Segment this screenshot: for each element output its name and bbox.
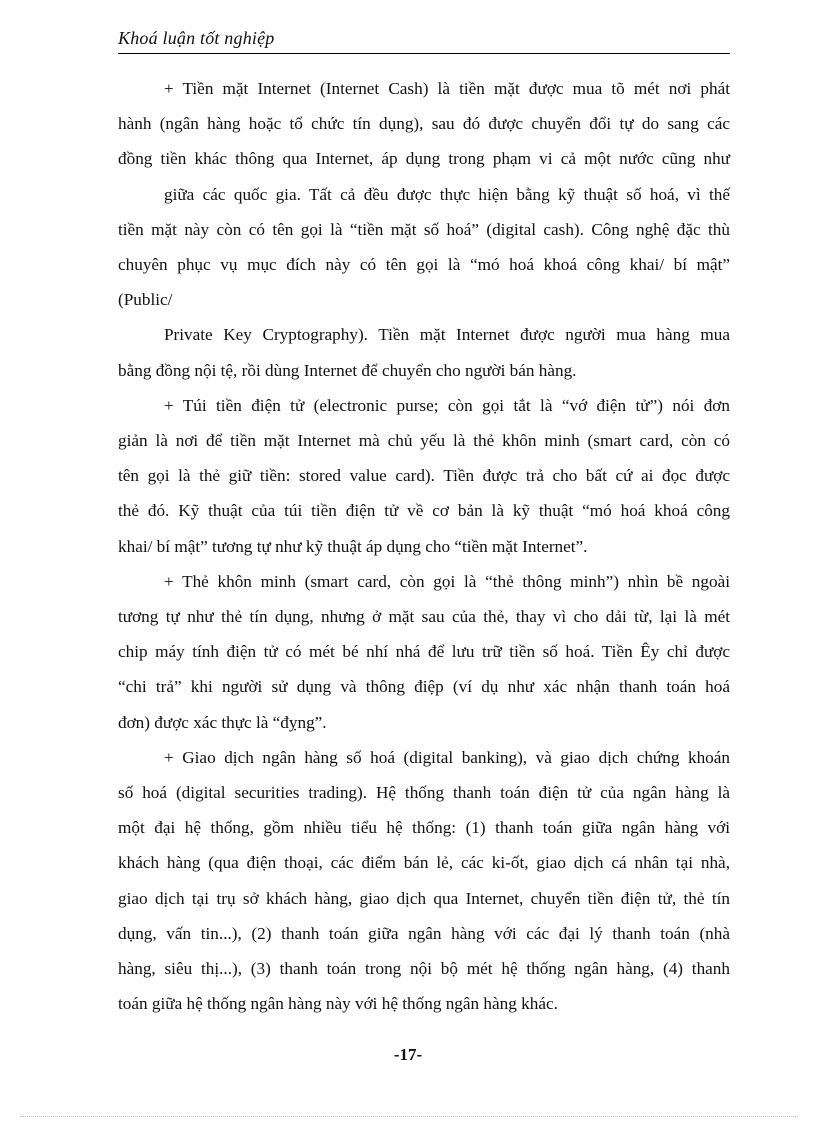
text-line: + Túi tiền điện tử (electronic purse; còn gọi tắt là “vớ điện tử”) nói đơn — [164, 395, 730, 415]
text-line: tên gọi là thẻ giữ tiền: stored value card). Tiền được trả cho bất cứ ai đọc được — [118, 466, 730, 486]
text-line: chuyên phục vụ mục đích này có tên gọi là “mó hoá khoá công khai/ bí mật” — [118, 255, 730, 275]
text-line: khai/ bí mật” tương tự như kỹ thuật áp dụng cho “tiền mặt Internet”. — [118, 536, 588, 556]
paragraph-internet-cash — [118, 71, 730, 177]
paragraph-digital-banking — [118, 740, 730, 1022]
text-line: giữa các quốc gia. Tất cả đều được thực hiện bằng kỹ thuật số hoá, vì thế — [164, 184, 730, 204]
text-line: “chi trả” khi người sử dụng và thông điệp (ví dụ như xác nhận thanh toán hoá — [118, 677, 730, 697]
text-line: bằng đồng nội tệ, rồi dùng Internet để chuyển cho người bán hàng. — [118, 360, 577, 380]
header-title: Khoá luận tốt nghiệp — [118, 28, 275, 48]
text-line: + Tiền mặt Internet (Internet Cash) là tiền mặt được mua tõ mét nơi phát — [164, 79, 730, 98]
page-header — [118, 27, 730, 54]
paragraph-electronic-purse — [118, 388, 730, 564]
text-line: (Public/ — [118, 290, 173, 310]
text-line: chip máy tính điện tử có mét bé nhí nhá để lưu trữ tiền số hoá. Tiền Êy chỉ được — [118, 642, 730, 662]
paragraph-digital-cash — [118, 177, 730, 318]
page-number: -17- — [393, 1045, 423, 1064]
text-line: tương tự như thẻ tín dụng, nhưng ở mặt sau của thẻ, thay vì cho dải từ, lại là mét — [118, 607, 730, 627]
page-bottom-divider — [20, 1116, 796, 1117]
text-line: Private Key Cryptography). Tiền mặt Internet được người mua hàng mua — [164, 325, 730, 345]
text-line: + Thẻ khôn minh (smart card, còn gọi là “thẻ thông minh”) nhìn bề ngoài — [164, 571, 730, 591]
text-line: thẻ đó. Kỹ thuật của túi tiền điện tử về cơ bản là kỹ thuật “mó hoá khoá công — [118, 501, 730, 521]
paragraph-smart-card — [118, 564, 730, 740]
text-line: số hoá (digital securities trading). Hệ thống thanh toán điện tử của ngân hàng là — [118, 783, 730, 803]
text-line: hành (ngân hàng hoặc tổ chức tín dụng), sau đó được chuyển đổi tự do sang các — [118, 114, 730, 134]
text-line: toán giữa hệ thống ngân hàng này với hệ thống ngân hàng khác. — [118, 994, 558, 1014]
text-line: đơn) được xác thực là “đỵng”. — [118, 712, 327, 732]
text-line: + Giao dịch ngân hàng số hoá (digital banking), và giao dịch chứng khoán — [164, 747, 730, 767]
text-line: một đại hệ thống, gồm nhiều tiểu hệ thống: (1) thanh toán giữa ngân hàng với — [118, 818, 730, 838]
text-line: giao dịch tại trụ sở khách hàng, giao dịch qua Internet, chuyển tiền điện tử, thẻ tín — [118, 888, 730, 908]
text-line: hàng, siêu thị...), (3) thanh toán trong nội bộ mét hệ thống ngân hàng, (4) thanh — [118, 959, 730, 979]
document-body — [118, 71, 730, 1021]
text-line: dụng, vấn tin...), (2) thanh toán giữa ngân hàng với các đại lý thanh toán (nhà — [118, 923, 730, 943]
paragraph-private-key — [118, 317, 730, 387]
text-line: đồng tiền khác thông qua Internet, áp dụng trong phạm vi cả một nước cũng như — [118, 149, 730, 169]
text-line: khách hàng (qua điện thoại, các điểm bán lẻ, các ki-ốt, giao dịch cá nhân tại nhà, — [118, 853, 730, 873]
text-line: giản là nơi để tiền mặt Internet mà chủ yếu là thẻ khôn minh (smart card, còn có — [118, 431, 730, 451]
text-line: tiền mặt này còn có tên gọi là “tiền mặt số hoá” (digital cash). Công nghệ đặc thù — [118, 219, 730, 239]
